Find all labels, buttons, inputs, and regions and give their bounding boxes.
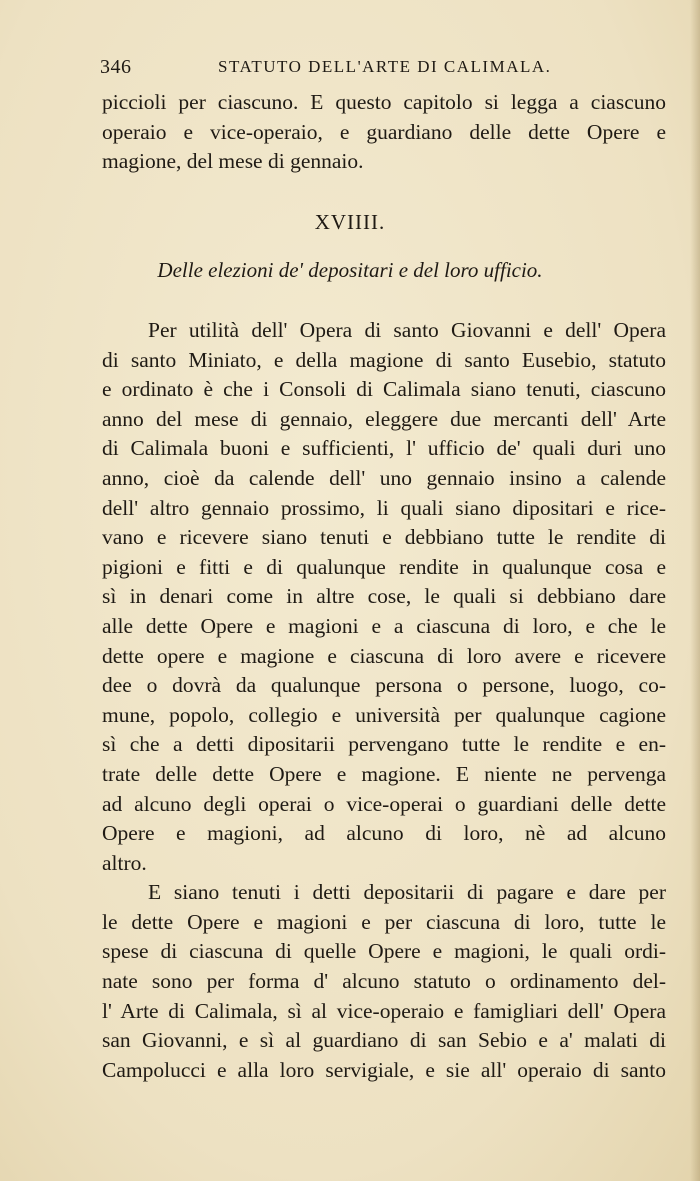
text-line: dell' altro gennaio prossimo, li quali siano dipositari e rice- xyxy=(102,495,666,520)
text-line: nate sono per forma d' alcuno statuto o ordinamento del- xyxy=(102,969,666,994)
text-line: di santo Miniato, e della magione di santo Eusebio, statuto xyxy=(102,347,666,372)
text-line: dee o dovrà da qualunque persona o persone, luogo, co- xyxy=(102,673,666,698)
page-edge-shadow xyxy=(690,0,700,1181)
text-line: san Giovanni, e sì al guardiano di san Sebio e a' malati di xyxy=(102,1028,666,1053)
text-line: magione, del mese di gennaio. xyxy=(102,149,364,174)
text-line: dette opere e magione e ciascuna di loro avere e ricevere xyxy=(102,643,666,668)
text-line: E siano tenuti i detti depositarii di pagare e dare per xyxy=(148,880,666,905)
text-line: sì che a detti dipositarii pervengano tutte le rendite e en- xyxy=(102,732,666,757)
text-line: l' Arte di Calimala, sì al vice-operaio e famigliari dell' Opera xyxy=(102,998,666,1023)
text-line: ad alcuno degli operai o vice-operai o guardiani delle dette xyxy=(102,791,666,816)
text-line: vano e ricevere siano tenuti e debbiano tutte le rendite di xyxy=(102,525,666,550)
chapter-title: Delle elezioni de' depositari e del loro ufficio. xyxy=(157,258,543,282)
text-line: e ordinato è che i Consoli di Calimala siano tenuti, ciascuno xyxy=(102,377,666,402)
page-number: 346 xyxy=(100,56,132,78)
text-line: operaio e vice-operaio, e guardiano delle dette Opere e xyxy=(102,119,666,144)
text-line: alle dette Opere e magioni e a ciascuna di loro, e che le xyxy=(102,613,666,638)
text-line: piccioli per ciascuno. E questo capitolo si legga a ciascuno xyxy=(102,90,666,114)
running-head: STATUTO DELL'ARTE DI CALIMALA. xyxy=(218,57,552,76)
text-line: Campolucci e alla loro servigiale, e sie all' operaio di santo xyxy=(102,1057,666,1082)
text-line: sì in denari come in altre cose, le quali si debbiano dare xyxy=(102,584,666,609)
text-line: anno, cioè da calende dell' uno gennaio insino a calende xyxy=(102,465,666,490)
intro-text xyxy=(102,88,666,177)
text-line: anno del mese di gennaio, eleggere due mercanti dell' Arte xyxy=(102,406,666,431)
text-line: Per utilità dell' Opera di santo Giovanni e dell' Opera xyxy=(148,318,666,342)
text-line: trate delle dette Opere e magione. E niente ne pervenga xyxy=(102,761,666,786)
text-line: spese di ciascuna di quelle Opere e magioni, le quali ordi- xyxy=(102,939,666,964)
body-text xyxy=(102,316,666,1085)
chapter-number: XVIIII. xyxy=(314,210,386,234)
text-line: le dette Opere e magioni e per ciascuna di loro, tutte le xyxy=(102,909,666,934)
text-line: mune, popolo, collegio e università per qualunque cagione xyxy=(102,702,666,727)
text-line: Opere e magioni, ad alcuno di loro, nè ad alcuno xyxy=(102,821,666,846)
page-header xyxy=(100,52,660,82)
text-line: di Calimala buoni e sufficienti, l' ufficio de' quali duri uno xyxy=(102,436,666,461)
text-line: pigioni e fitti e di qualunque rendite in qualunque cosa e xyxy=(102,554,666,579)
text-line: altro. xyxy=(102,850,147,875)
